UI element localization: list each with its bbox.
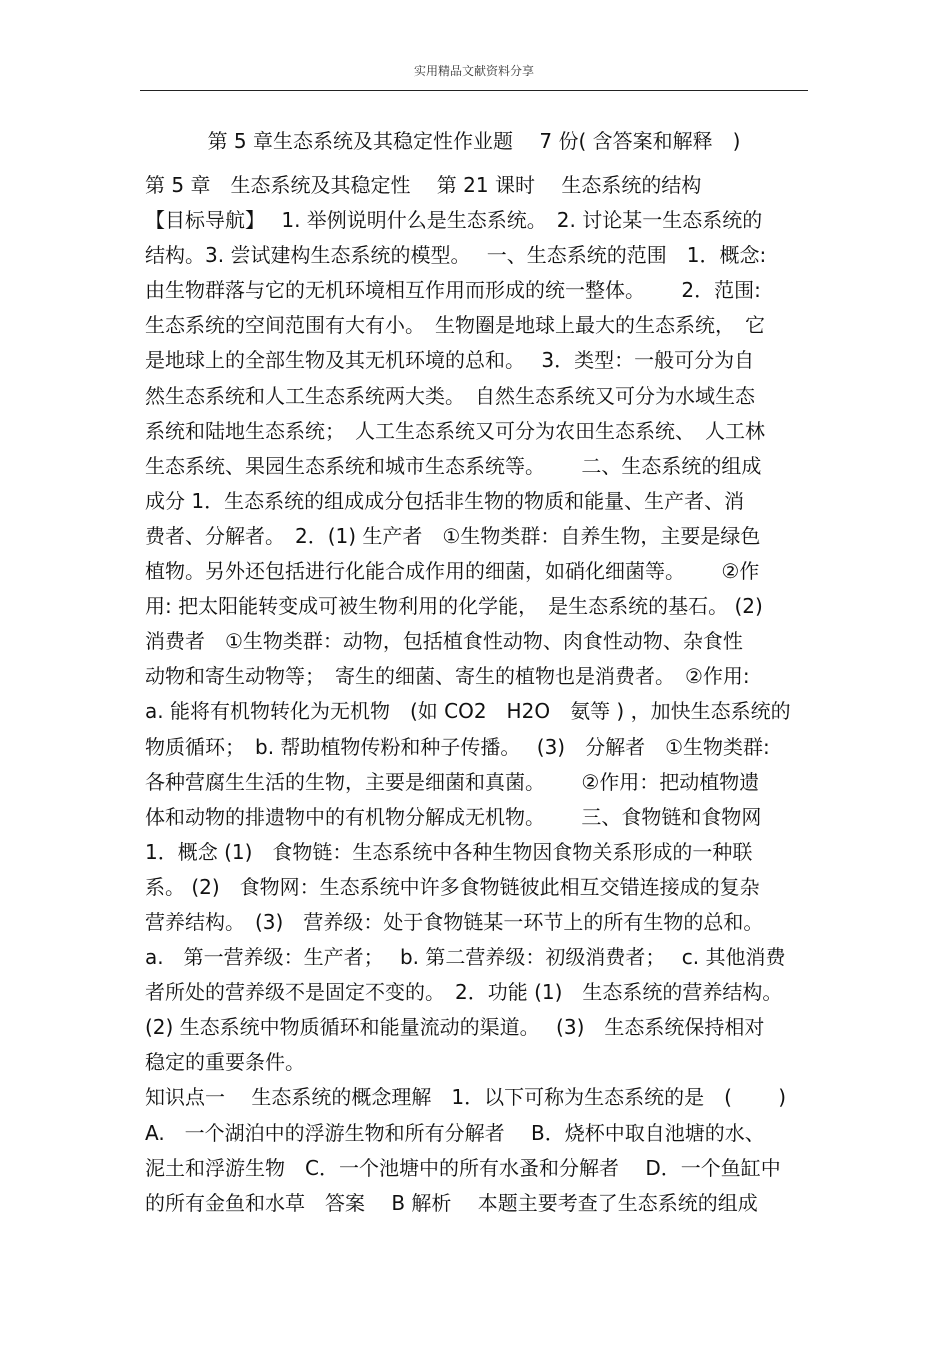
text-line: 知识点一 生态系统的概念理解 1．以下可称为生态系统的是 ( ) — [145, 1085, 787, 1110]
text-line: 动物和寄生动物等； 寄生的细菌、寄生的植物也是消费者。 ②作用: — [145, 664, 750, 689]
text-line: 是地球上的全部生物及其无机环境的总和。 3．类型：一般可分为自 — [145, 348, 755, 373]
text-line: 生态系统的空间范围有大有小。 生物圈是地球上最大的生态系统， 它 — [145, 313, 765, 338]
body-text — [145, 168, 810, 1221]
text-line: 成分 1．生态系统的组成成分包括非生物的物质和能量、生产者、消 — [145, 488, 745, 513]
text-line: 者所处的营养级不是固定不变的。 2．功能 (1) 生态系统的营养结构。 — [145, 980, 783, 1005]
header-divider — [140, 90, 808, 91]
text-line: 植物。另外还包括进行化能合成作用的细菌，如硝化细菌等。 ②作 — [145, 559, 760, 584]
text-line: 稳定的重要条件。 — [145, 1050, 305, 1075]
text-line: 第 5 章 生态系统及其稳定性 第 21 课时 生态系统的结构 — [145, 173, 702, 197]
text-line: 生态系统、果园生态系统和城市生态系统等。 二、生态系统的组成 — [145, 453, 762, 478]
text-line: 然生态系统和人工生态系统两大类。 自然生态系统又可分为水域生态 — [145, 383, 755, 408]
text-line: 消费者 ①生物类群：动物，包括植食性动物、肉食性动物、杂食性 — [145, 629, 743, 654]
text-line: 费者、分解者。 2．(1) 生产者 ①生物类群：自养生物，主要是绿色 — [145, 523, 761, 548]
text-line: 用: 把太阳能转变成可被生物利用的化学能， 是生态系统的基石。 (2) — [145, 594, 763, 619]
text-line: (2) 生态系统中物质循环和能量流动的渠道。 (3) 生态系统保持相对 — [145, 1015, 765, 1040]
text-line: 系。 (2) 食物网：生态系统中许多食物链彼此相互交错连接成的复杂 — [145, 874, 760, 899]
text-line: 1．概念 (1) 食物链：生态系统中各种生物因食物关系形成的一种联 — [145, 839, 753, 864]
text-line: a. 能将有机物转化为无机物 (如 CO2 H2O 氨等 ) ，加快生态系统的 — [145, 699, 791, 724]
text-line: 系统和陆地生态系统； 人工生态系统又可分为农田生态系统、 人工林 — [145, 418, 765, 443]
text-line: 的所有金鱼和水草 答案 B 解析 本题主要考查了生态系统的组成 — [145, 1190, 758, 1215]
text-line: 营养结构。 (3) 营养级：处于食物链某一环节上的所有生物的总和。 — [145, 909, 764, 934]
page-header: 实用精品文献资料分享 — [413, 64, 534, 78]
document-title: 第 5 章生态系统及其稳定性作业题 7 份( 含答案和解释 ) — [207, 129, 741, 153]
text-line: 体和动物的排遗物中的有机物分解成无机物。 三、食物链和食物网 — [145, 804, 762, 829]
text-line: 由生物群落与它的无机环境相互作用而形成的统一整体。 2．范围: — [145, 278, 761, 303]
text-line: 泥土和浮游生物 C．一个池塘中的所有水蚤和分解者 D．一个鱼缸中 — [145, 1155, 781, 1180]
text-line: 【目标导航】 1. 举例说明什么是生态系统。 2. 讨论某一生态系统的 — [145, 208, 763, 233]
text-line: 各种营腐生生活的生物，主要是细菌和真菌。 ②作用：把动植物遗 — [145, 769, 760, 794]
text-line: 物质循环； b. 帮助植物传粉和种子传播。 (3) 分解者 ①生物类群: — [145, 734, 770, 759]
text-line: 结构。3. 尝试建构生态系统的模型。 一、生态系统的范围 1．概念: — [145, 243, 767, 268]
text-line: a. 第一营养级：生产者； b. 第二营养级：初级消费者； c. 其他消费 — [145, 945, 786, 970]
text-line: A. 一个湖泊中的浮游生物和所有分解者 B．烧杯中取自池塘的水、 — [145, 1120, 765, 1145]
